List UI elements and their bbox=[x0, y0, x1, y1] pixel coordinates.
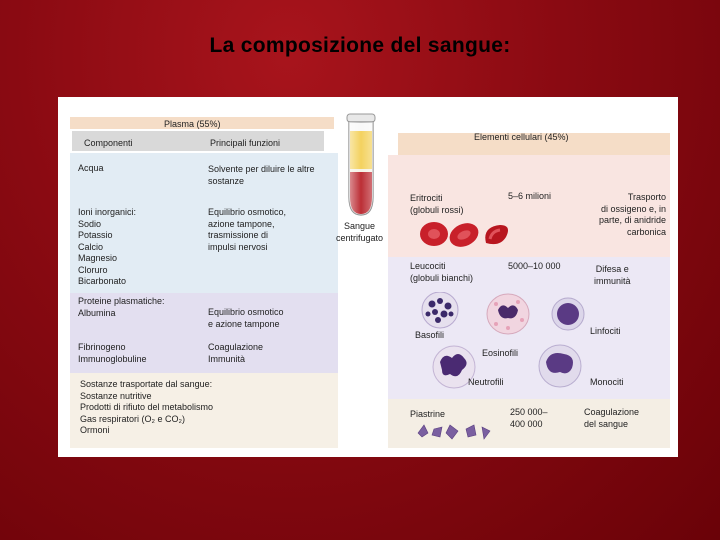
plasma-row-component: Ioni inorganici: Sodio Potassio Calcio Magnesio Cloruro Bicarbonato bbox=[78, 207, 137, 287]
lymphocytes-label: Linfociti bbox=[590, 326, 621, 336]
monocytes-label: Monociti bbox=[590, 377, 624, 387]
leukocytes-function: Difesa e immunità bbox=[594, 264, 631, 286]
neutrophils-label: Neutrofili bbox=[468, 377, 504, 387]
tube-label: Sangue centrifugato bbox=[336, 221, 384, 243]
plasma-row-function: Equilibrio osmotico, azione tampone, trasmissione di impulsi nervosi bbox=[208, 207, 287, 252]
plasma-col-components: Componenti bbox=[84, 138, 133, 148]
platelets-number: 250 000– 400 000 bbox=[510, 407, 548, 429]
blood-composition-figure bbox=[58, 97, 678, 457]
red-blood-cells-icon bbox=[416, 217, 516, 251]
plasma-header: Plasma (55%) bbox=[164, 119, 221, 129]
plasma-row-component: Proteine plasmatiche: Albumina bbox=[78, 296, 165, 318]
leukocytes-number: 5000–10 000 bbox=[508, 261, 561, 271]
plasma-row-component: Fibrinogeno Immunoglobuline bbox=[78, 342, 147, 364]
platelets-name: Piastrine bbox=[410, 409, 446, 419]
plasma-transported-substances: Sostanze trasportate dal sangue: Sostanze nutritive Prodotti di rifiuto del metabolismo Gas respiratori (O₂ e CO₂) Ormoni bbox=[80, 379, 214, 436]
plasma-col-functions: Principali funzioni bbox=[210, 138, 281, 148]
eosinophils-label: Eosinofili bbox=[482, 348, 519, 358]
plasma-row-function: Coagulazione Immunità bbox=[208, 342, 264, 364]
leukocytes-name: Leucociti (globuli bianchi) bbox=[410, 261, 474, 283]
platelets-function: Coagulazione del sangue bbox=[584, 407, 640, 429]
platelets-icon bbox=[414, 419, 494, 443]
plasma-row-component: Acqua bbox=[78, 163, 104, 173]
plasma-row-function: Solvente per diluire le altre sostanze bbox=[208, 164, 315, 186]
erythrocytes-name: Eritrociti (globuli rossi) bbox=[410, 193, 464, 215]
slide-title: La composizione del sangue: bbox=[209, 34, 511, 57]
plasma-row-function: Equilibrio osmotico e azione tampone bbox=[208, 307, 284, 329]
centrifuged-blood-tube-icon bbox=[341, 111, 381, 221]
basophils-label: Basofili bbox=[415, 330, 445, 340]
erythrocytes-function: Trasporto di ossigeno e, in parte, di anidride carbonica bbox=[598, 192, 666, 237]
erythrocytes-number: 5–6 milioni bbox=[508, 191, 552, 201]
cells-header: Elementi cellulari (45%) bbox=[474, 132, 569, 142]
